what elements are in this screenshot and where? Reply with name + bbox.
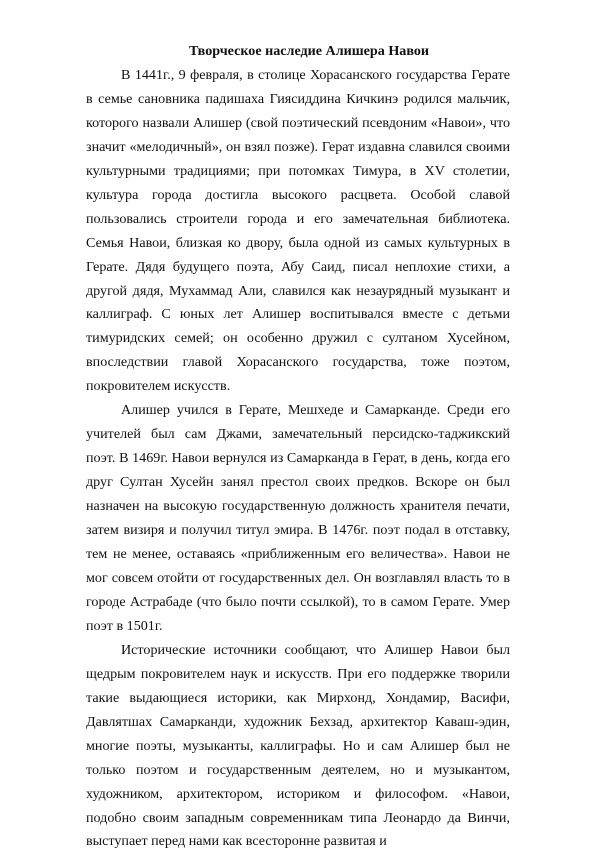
paragraph-education-and-career: Алишер учился в Герате, Мешхеде и Самарканде. Среди его учителей был сам Джами, замечательный персидско-таджикский поэт. В 1469г. Навои вернулся из Самарканда в Герат, в день, когда его друг Султан Хусейн занял престол своих предков. Вскоре он был назначен на высокую государственную должность хранителя печати, затем визиря и получил титул эмира. В 1476г. поэт подал в отставку, тем не менее, оставаясь «приближенным его величества». Навои не мог совсем отойти от государственных дел. Он возглавлял власть то в городе Астрабаде (что было почти ссылкой), то в самом Герате. Умер поэт в 1501г. bbox=[86, 402, 510, 634]
paragraph-patronage-and-talents: Исторические источники сообщают, что Алишер Навои был щедрым покровителем наук и искусств. При его поддержке творили такие выдающиеся историки, как Мирхонд, Хондамир, Васифи, Давлятшах Самарканди, художник Бехзад, архитектор Каваш-эдин, многие поэты, музыканты, каллиграфы. Но и сам Алишер был не только поэтом и государственным деятелем, но и музыкантом, художником, архитектором, историком и философом. «Навои, подобно своим западным современникам типа Леонардо да Винчи, выступает перед нами как всесторонне развитая и bbox=[86, 641, 510, 850]
document-body bbox=[86, 40, 510, 854]
paragraph-birth-and-family: В 1441г., 9 февраля, в столице Хорасанского государства Герате в семье сановника падишаха Гиясиддина Кичкинэ родился мальчик, которого назвали Алишер (свой поэтический псевдоним «Навои», что значит «мелодичный», он взял позже). Герат издавна славился своими культурными традициями; при потомках Тимура, в XV столетии, культура города достигла высокого расцвета. Особой славой пользовались строители города и его замечательная библиотека. Семья Навои, близкая ко двору, была одной из самых культурных в Герате. Дядя будущего поэта, Абу Саид, писал неплохие стихи, а другой дядя, Мухаммад Али, славился как незаурядный музыкант и каллиграф. С юных лет Алишер воспитывался вместе с детьми тимуридских семей; он особенно дружил с султаном Хусейном, впоследствии главой Хорасанского государства, тоже поэтом, покровителем искусств. bbox=[86, 66, 510, 395]
document-title: Творческое наследие Алишера Навои bbox=[188, 43, 430, 59]
